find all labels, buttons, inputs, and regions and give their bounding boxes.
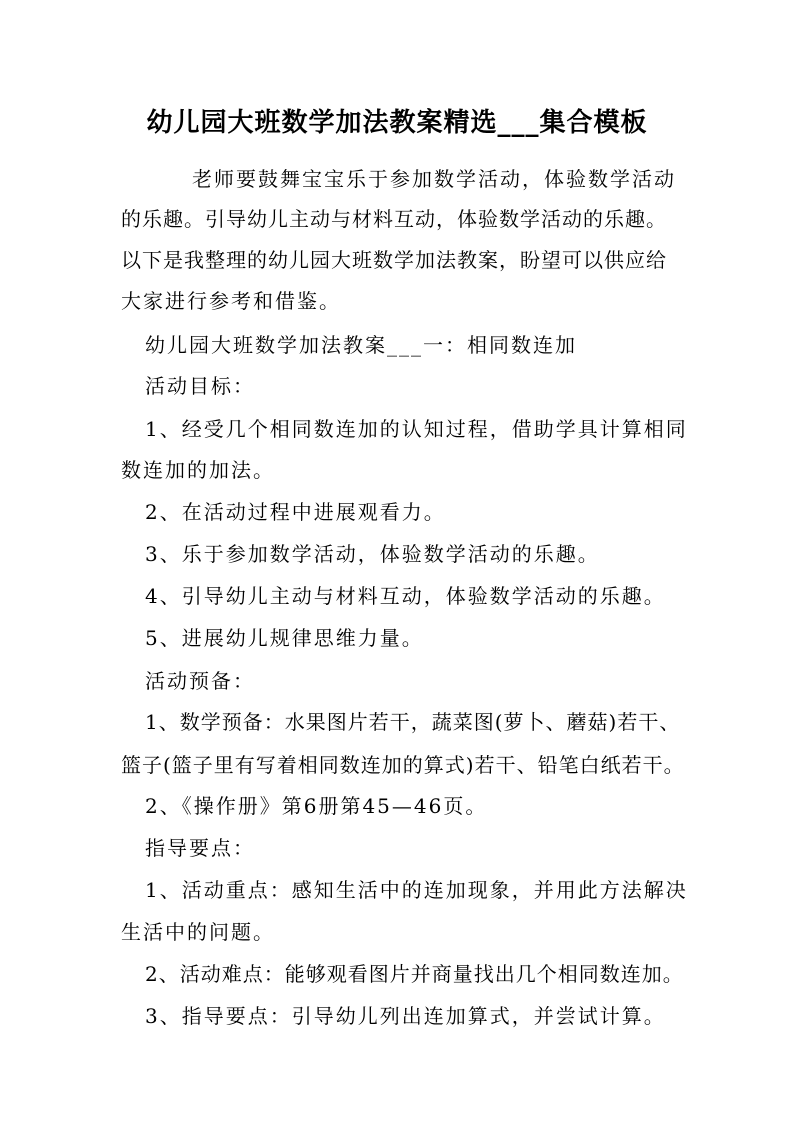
guidance-3: 3、指导要点：引导幼儿列出连加算式，并尝试计算。 — [145, 1004, 666, 1028]
guidance-heading: 指导要点： — [145, 836, 255, 860]
intro-line-1: 老师要鼓舞宝宝乐于参加数学活动，体验数学活动 — [192, 167, 676, 191]
objective-2: 2、在活动过程中进展观看力。 — [145, 500, 446, 524]
guidance-1-line-1: 1、活动重点：感知生活中的连加现象，并用此方法解决 — [145, 878, 688, 902]
intro-line-2: 的乐趣。引导幼儿主动与材料互动，体验数学活动的乐趣。 — [121, 207, 667, 231]
objective-5: 5、进展幼儿规律思维力量。 — [145, 626, 424, 650]
guidance-2: 2、活动难点：能够观看图片并商量找出几个相同数连加。 — [145, 962, 684, 986]
intro-line-3: 以下是我整理的幼儿园大班数学加法教案，盼望可以供应给 — [121, 248, 667, 272]
objective-3: 3、乐于参加数学活动，体验数学活动的乐趣。 — [145, 542, 600, 566]
intro-line-4: 大家进行参考和借鉴。 — [121, 289, 341, 313]
preparation-2: 2、《操作册》第6册第45—46页。 — [145, 794, 488, 818]
document-title: 幼儿园大班数学加法教案精选___集合模板 — [146, 108, 648, 138]
objective-1-line-1: 1、经受几个相同数连加的认知过程，借助学具计算相同 — [145, 417, 688, 441]
preparation-1-line-2: 篮子(篮子里有写着相同数连加的算式)若干、铅笔白纸若干。 — [121, 753, 685, 777]
objectives-heading: 活动目标： — [145, 374, 255, 398]
preparation-heading: 活动预备： — [145, 669, 255, 693]
preparation-1-line-1: 1、数学预备：水果图片若干，蔬菜图(萝卜、蘑菇)若干、 — [145, 710, 681, 734]
objective-4: 4、引导幼儿主动与材料互动，体验数学活动的乐趣。 — [145, 584, 666, 608]
objective-1-line-2: 数连加的加法。 — [121, 458, 275, 482]
guidance-1-line-2: 生活中的问题。 — [121, 920, 275, 944]
section-heading: 幼儿园大班数学加法教案___一：相同数连加 — [145, 333, 577, 357]
